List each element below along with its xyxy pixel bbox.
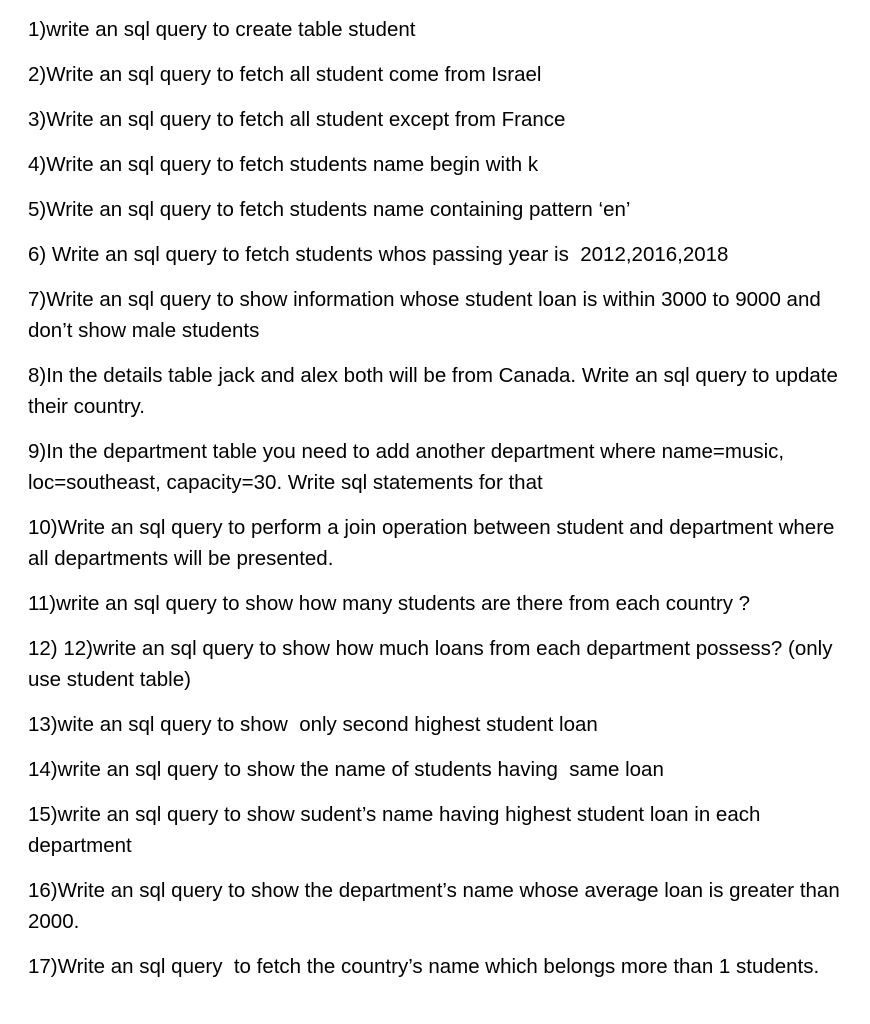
question-9: 9)In the department table you need to add another department where name=music, loc=southeast, capacity=30. Write sql statements for that (28, 440, 790, 494)
question-1: 1)write an sql query to create table student (28, 18, 416, 41)
question-list (28, 14, 848, 982)
question-12: 12) 12)write an sql query to show how much loans from each department possess? (only use student table) (28, 637, 839, 691)
question-4: 4)Write an sql query to fetch students name begin with k (28, 153, 539, 176)
question-10: 10)Write an sql query to perform a join operation between student and department where all departments will be presented. (28, 516, 841, 570)
question-13: 13)wite an sql query to show only second highest student loan (28, 713, 598, 736)
question-6: 6) Write an sql query to fetch students whos passing year is 2012,2016,2018 (28, 243, 729, 266)
question-7: 7)Write an sql query to show information whose student loan is within 3000 to 9000 and don’t show male students (28, 288, 827, 342)
question-5: 5)Write an sql query to fetch students name containing pattern ‘en’ (28, 198, 631, 221)
question-2: 2)Write an sql query to fetch all student come from Israel (28, 63, 542, 86)
question-15: 15)write an sql query to show sudent’s name having highest student loan in each department (28, 803, 767, 857)
question-11: 11)write an sql query to show how many students are there from each country ? (28, 592, 751, 615)
question-3: 3)Write an sql query to fetch all student except from France (28, 108, 566, 131)
question-16: 16)Write an sql query to show the department’s name whose average loan is greater than 2000. (28, 879, 846, 933)
question-17: 17)Write an sql query to fetch the country’s name which belongs more than 1 students. (28, 955, 820, 978)
question-14: 14)write an sql query to show the name of students having same loan (28, 758, 664, 781)
question-8: 8)In the details table jack and alex both will be from Canada. Write an sql query to update their country. (28, 364, 844, 418)
